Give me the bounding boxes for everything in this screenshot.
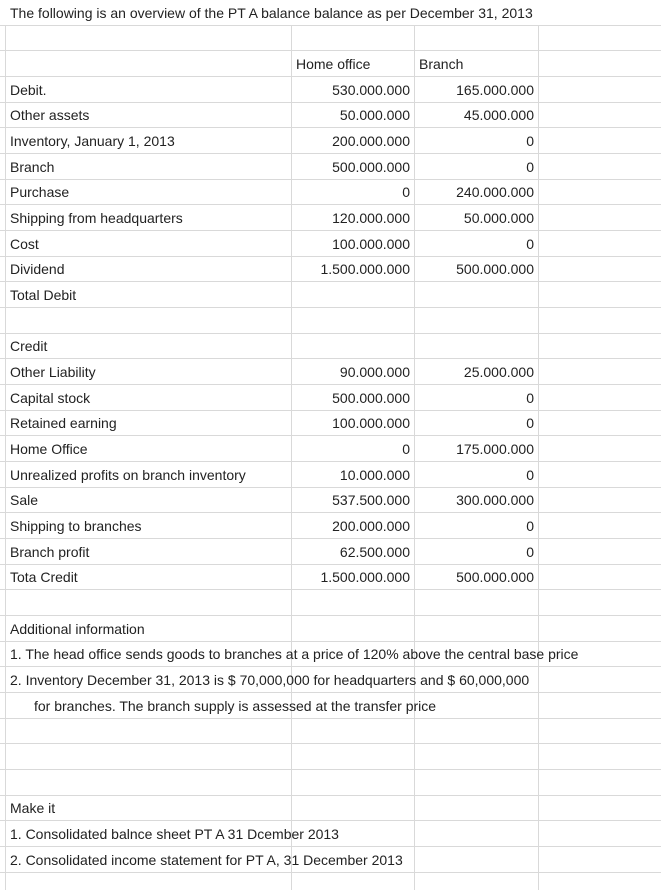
home-value: 62.500.000	[339, 544, 410, 560]
task-row[interactable]	[0, 821, 661, 847]
table-row[interactable]	[0, 128, 661, 154]
additional-line-3: for branches. The branch supply is assessed at the transfer price	[34, 698, 437, 714]
row-label: Cost	[10, 236, 39, 252]
additional-row[interactable]	[0, 693, 661, 719]
home-value: 1.500.000.000	[320, 261, 410, 277]
row-label: Shipping from headquarters	[10, 210, 183, 226]
branch-value: 175.000.000	[456, 441, 534, 457]
table-row[interactable]	[0, 539, 661, 565]
branch-value: 25.000.000	[463, 364, 534, 380]
header-row	[0, 51, 661, 77]
total-debit-row[interactable]	[0, 282, 661, 308]
task-row[interactable]	[0, 847, 661, 873]
row-label: Capital stock	[10, 390, 91, 406]
row-label: Branch	[10, 159, 55, 175]
home-value: 537.500.000	[332, 492, 410, 508]
branch-header: Branch	[419, 56, 464, 72]
branch-value: 500.000.000	[456, 261, 534, 277]
table-row[interactable]	[0, 102, 661, 128]
row-label: Total Debit	[10, 287, 77, 303]
branch-value: 240.000.000	[456, 184, 534, 200]
branch-value: 0	[526, 390, 534, 406]
row-label: Dividend	[10, 261, 65, 277]
tasks-heading-row[interactable]	[0, 795, 661, 821]
empty-row[interactable]	[0, 308, 661, 334]
branch-value: 165.000.000	[456, 82, 534, 98]
branch-value: 300.000.000	[456, 492, 534, 508]
credit-heading: Credit	[10, 338, 48, 354]
branch-value: 0	[526, 467, 534, 483]
branch-value: 45.000.000	[463, 107, 534, 123]
home-value: 0	[402, 441, 410, 457]
branch-value: 0	[526, 544, 534, 560]
row-label: Other Liability	[10, 364, 96, 380]
table-row[interactable]	[0, 154, 661, 180]
branch-value: 0	[526, 518, 534, 534]
home-value: 200.000.000	[332, 518, 410, 534]
home-value: 50.000.000	[339, 107, 410, 123]
row-label: Inventory, January 1, 2013	[10, 133, 175, 149]
row-label: Unrealized profits on branch inventory	[10, 467, 246, 483]
home-value: 200.000.000	[332, 133, 410, 149]
home-value: 500.000.000	[332, 390, 410, 406]
table-row[interactable]	[0, 487, 661, 513]
table-row[interactable]	[0, 359, 661, 385]
empty-row[interactable]	[0, 718, 661, 744]
table-row[interactable]	[0, 385, 661, 411]
branch-value: 500.000.000	[456, 569, 534, 585]
task-1: 1. Consolidated balnce sheet PT A 31 Dcember 2013	[10, 826, 339, 842]
table-row[interactable]	[0, 513, 661, 539]
branch-value: 0	[526, 236, 534, 252]
table-row[interactable]	[0, 410, 661, 436]
row-label: Sale	[10, 492, 39, 508]
total-credit-row[interactable]	[0, 564, 661, 590]
home-value: 120.000.000	[332, 210, 410, 226]
home-value: 100.000.000	[332, 236, 410, 252]
table-row[interactable]	[0, 256, 661, 282]
grid-row	[0, 0, 661, 26]
task-2: 2. Consolidated income statement for PT A, 31 December 2013	[10, 852, 403, 868]
row-label: Purchase	[10, 184, 70, 200]
tasks-heading: Make it	[10, 800, 56, 816]
row-label: Tota Credit	[10, 569, 78, 585]
row-label: Other assets	[10, 107, 90, 123]
home-value: 90.000.000	[339, 364, 410, 380]
home-value: 530.000.000	[332, 82, 410, 98]
credit-header-row[interactable]	[0, 333, 661, 359]
home-value: 0	[402, 184, 410, 200]
table-row[interactable]	[0, 436, 661, 462]
home-value: 100.000.000	[332, 415, 410, 431]
grid-row	[0, 25, 661, 51]
table-row[interactable]	[0, 231, 661, 257]
additional-line-1: 1. The head office sends goods to branches at a price of 120% above the central base price	[10, 646, 579, 662]
table-row[interactable]	[0, 462, 661, 488]
row-label: Branch profit	[10, 544, 90, 560]
home-value: 500.000.000	[332, 159, 410, 175]
table-row[interactable]	[0, 179, 661, 205]
additional-heading: Additional information	[10, 621, 145, 637]
branch-value	[415, 282, 534, 308]
home-office-header: Home office	[296, 56, 371, 72]
additional-row[interactable]	[0, 641, 661, 667]
empty-row[interactable]	[0, 770, 661, 796]
additional-heading-row[interactable]	[0, 616, 661, 642]
home-value: 10.000.000	[339, 467, 410, 483]
branch-value: 0	[526, 159, 534, 175]
row-label: Shipping to branches	[10, 518, 142, 534]
empty-row[interactable]	[0, 590, 661, 616]
home-value	[292, 282, 410, 308]
sheet-title: The following is an overview of the PT A balance balance as per December 31, 2013	[10, 5, 533, 21]
additional-line-2: 2. Inventory December 31, 2013 is $ 70,000,000 for headquarters and $ 60,000,000	[10, 672, 530, 688]
row-label: Retained earning	[10, 415, 117, 431]
empty-row[interactable]	[0, 744, 661, 770]
additional-row[interactable]	[0, 667, 661, 693]
branch-value: 0	[526, 133, 534, 149]
table-row[interactable]	[0, 205, 661, 231]
branch-value: 0	[526, 415, 534, 431]
branch-value: 50.000.000	[463, 210, 534, 226]
table-row[interactable]	[0, 77, 661, 103]
row-label: Debit.	[10, 82, 47, 98]
row-label: Home Office	[10, 441, 88, 457]
home-value: 1.500.000.000	[320, 569, 410, 585]
